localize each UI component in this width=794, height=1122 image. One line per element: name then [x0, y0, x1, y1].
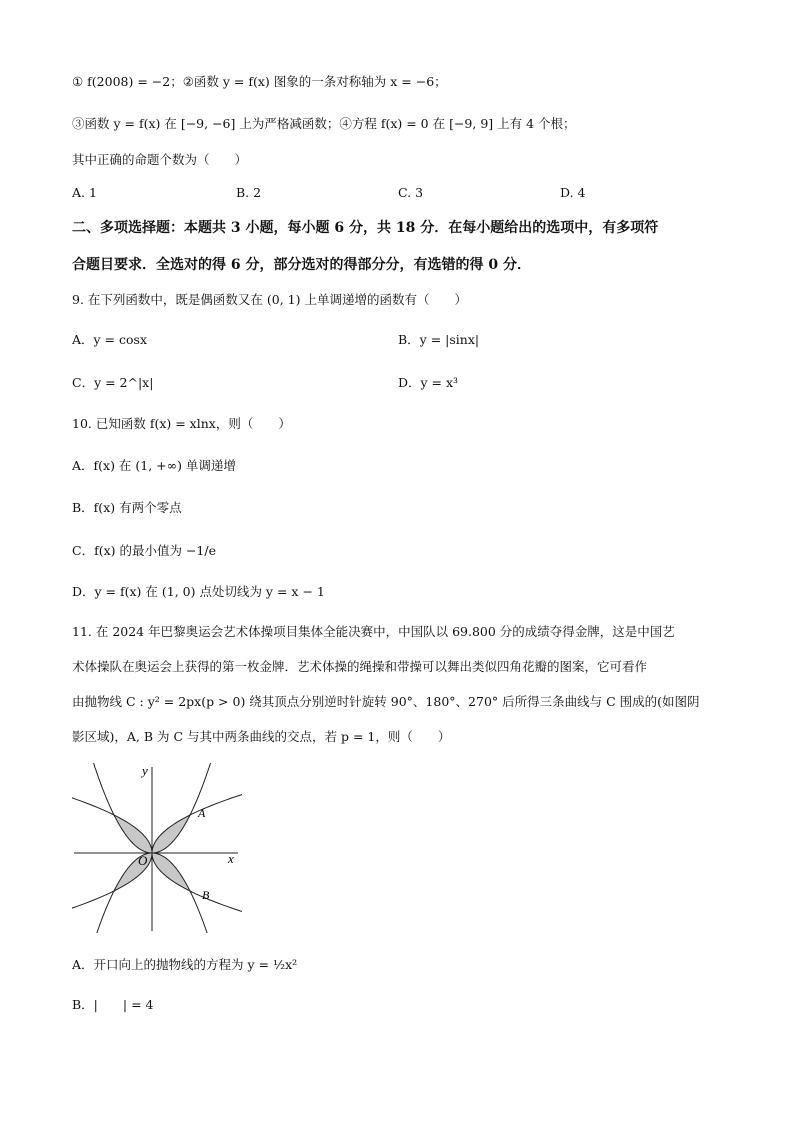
q11-stem-line4: 影区域)，A, B 为 C 与其中两条曲线的交点，若 p = 1，则（ ）: [72, 729, 451, 744]
q11-stem-line1: 11. 在 2024 年巴黎奥运会艺术体操项目集体全能决赛中，中国队以 69.800 分的成绩夺得金牌，这是中国艺: [72, 624, 675, 639]
section2-heading-line1: 二、多项选择题：本题共 3 小题，每小题 6 分，共 18 分．在每小题给出的选项中，有多项符: [72, 220, 659, 236]
q9-option-d: D．y = x³: [398, 375, 459, 390]
q10-option-b: B．f(x) 有两个零点: [72, 500, 182, 515]
q8-prompt: 其中正确的命题个数为（ ）: [72, 152, 248, 167]
petal-1: [114, 815, 152, 853]
section2-heading-line2: 合题目要求．全选对的得 6 分，部分选对的得部分分，有选错的得 0 分．: [72, 257, 531, 273]
q11-option-b: B．| | = 4: [72, 997, 154, 1012]
q11-stem-line2: 术体操队在奥运会上获得的第一枚金牌．艺术体操的绳操和带操可以舞出类似四角花瓣的图案，它可看作: [72, 659, 648, 674]
q8-option-c: C. 3: [398, 185, 424, 200]
four-petal-figure: [72, 763, 242, 933]
q9-option-a: A．y = cosx: [72, 332, 148, 347]
petal-0: [152, 815, 190, 853]
q9-option-c: C．y = 2^|x|: [72, 375, 154, 390]
q10-stem: 10. 已知函数 f(x) = xlnx，则（ ）: [72, 416, 291, 431]
q8-option-d: D. 4: [560, 185, 586, 200]
origin-label: O: [138, 853, 148, 868]
petal-3: [152, 853, 190, 891]
q9-option-b: B．y = |sinx|: [398, 332, 480, 347]
q8-statement-2: ③函数 y = f(x) 在 [−9, −6] 上为严格减函数；④方程 f(x) = 0 在 [−9, 9] 上有 4 个根；: [72, 116, 576, 131]
point-a-label: A: [198, 806, 206, 820]
y-axis-label: y: [142, 763, 148, 778]
q8-statement-1: ① f(2008) = −2；②函数 y = f(x) 图象的一条对称轴为 x = −6；: [72, 74, 447, 89]
q8-option-a: A. 1: [72, 185, 97, 200]
q11-stem-line3: 由抛物线 C : y² = 2px(p > 0) 绕其顶点分别逆时针旋转 90°、180°、270° 后所得三条曲线与 C 围成的(如图阴: [72, 694, 700, 709]
q8-option-b: B. 2: [236, 185, 262, 200]
q11-option-a: A．开口向上的抛物线的方程为 y = ½x²: [72, 957, 298, 972]
q9-stem: 9. 在下列函数中，既是偶函数又在 (0, 1) 上单调递增的函数有（ ）: [72, 292, 467, 307]
point-b-label: B: [202, 888, 210, 902]
q10-option-c: C．f(x) 的最小值为 −1/e: [72, 543, 216, 558]
x-axis-label: x: [228, 851, 234, 866]
q10-option-d: D．y = f(x) 在 (1, 0) 点处切线为 y = x − 1: [72, 584, 325, 599]
q10-option-a: A．f(x) 在 (1, +∞) 单调递增: [72, 458, 236, 473]
